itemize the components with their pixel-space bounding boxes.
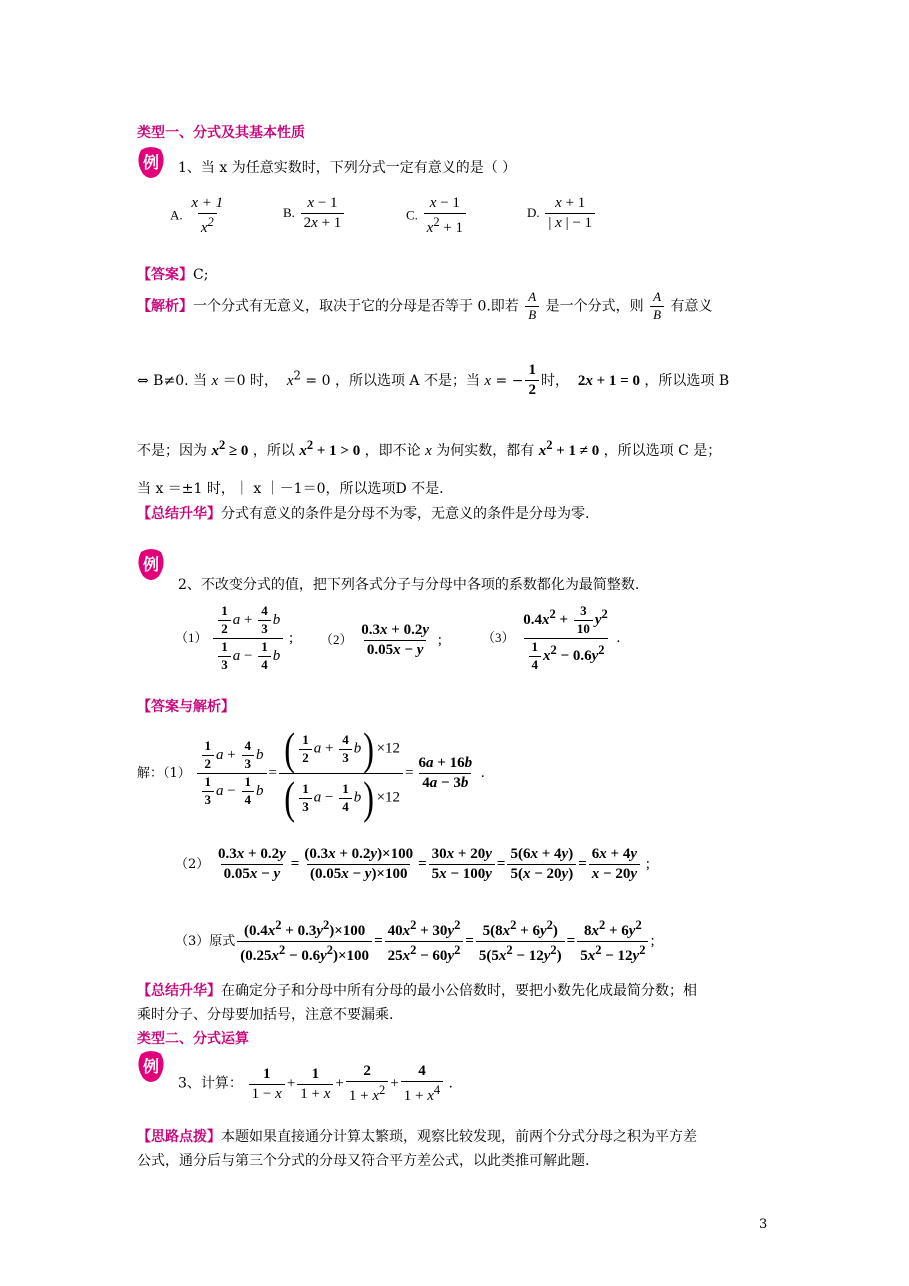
ex2-summary-line2: 乘时分子、分母要加括号，注意不要漏乘. [137, 1007, 394, 1023]
ex1-answer: 【答案】C; [137, 267, 209, 283]
ex2-summary-line1: 【总结升华】在确定分子和分母中所有分母的最小公倍数时，要把小数先化成最简分数；相 [137, 983, 697, 999]
ex1-analysis-line1: 【解析】一个分式有无意义，取决于它的分母是否等于 0.即若 $\frac{A}{B}$ 是一个分式，则 $\frac{A}{B}$ 有意义 [137, 289, 713, 322]
page-number: 3 [759, 1217, 768, 1232]
ex2-item2: （2） $\frac{0.3x + 0.2y}{0.05x - y}$ ; [320, 622, 442, 659]
ex2-item3: （3） $0.4x^2$ + $\frac{3}{10}$ $y^2$ $\frac{1}{4}$ $x^2 - 0.6y^2$ . [482, 603, 621, 672]
ex2-solution2: （2） $\frac{0.3x + 0.2y}{0.05x - y}$ = $\frac{(0.3x + 0.2y)\times 100}{(0.05x - y)\times 100}$ = $\frac{30x + 20y}{5x - 100y}$ = $\frac{5(6x + 4y)}{5(x - 20y)}$ = $\frac{6x + 4y}{x - 20y}$ ; [175, 846, 650, 883]
ex1-analysis-line3: 不是；因为 $x^2 \ge 0$ ，所以 $x^2 + 1 > 0$ ，即不论 x 为何实数，都有 $x^2 + 1 \ne 0$ ，所以选项 C 是； [137, 438, 722, 459]
ex3-hint-line1: 【思路点拨】本题如果直接通分计算太繁琐，观察比较发现，前两个分式分母之积为平方差 [137, 1129, 697, 1145]
ex2-item1: （1） $\frac{1}{2}$ a + $\frac{4}{3}$ b $\frac{1}{3}$ a − $\frac{1}{4}$ b ; [175, 603, 294, 672]
ex2-solution3: （3）原式 $\frac{(0.4x^2 + 0.3y^2)\times 100}{(0.25x^2 - 0.6y^2)\times 100}$ = $\frac{40x^2 + 30y^2}{25x^2 - 60y^2}$ = $\frac{5(8x^2 + 6y^2)}{5(5x^2 - 12y^2)}$ = $\frac{8x^2 + 6y^2}{5x^2 - 12y^2}$ ; [175, 918, 655, 965]
ex1-option-a: A. $\frac{x + 1}{x^2}$ [170, 195, 224, 237]
ex1-question: 1、当 x 为任意实数时，下列分式一定有意义的是（ ） [178, 160, 517, 176]
ex1-analysis-line2: ⇔ B≠0. 当 x ＝0 时， $x^2 = 0$ ，所以选项 A 不是；当 x = − $\frac{1}{2}$ 时， 2x + 1 = 0 ，所以选项 B [137, 362, 730, 399]
ex1-option-c: C. $\frac{x - 1}{x^2 + 1}$ [406, 195, 468, 238]
svg-text:例: 例 [142, 1057, 160, 1076]
ex1-analysis-line4: 当 x ＝±1 时，｜ x ｜－1＝0，所以选项D 不是. [137, 481, 444, 497]
ex1-option-d: D. $\frac{x + 1}{| x | - 1}$ [527, 195, 597, 233]
example-badge-icon [137, 1050, 165, 1084]
example-badge-icon [137, 548, 165, 582]
ex3-hint-line2: 公式，通分后与第三个分式的分母又符合平方差公式，以此类推可解此题. [137, 1153, 590, 1169]
svg-text:例: 例 [142, 555, 160, 574]
svg-text:例: 例 [142, 153, 160, 172]
ex2-solution1: 解：（1） $\frac{1}{2}$ a + $\frac{4}{3}$ b $\frac{1}{3}$ a − $\frac{1}{4}$ b = ( $\frac{1}{2}$ a + $\frac{4}{3}$ b) ×12 ( $\frac{1}{3}$ a − $\frac{1}{4}$ b) ×12 = $\frac{6a + 16b}{4a - 3b}$ . [137, 723, 485, 823]
ex2-answer-tag: 【答案与解析】 [137, 699, 235, 715]
ex1-option-b: B. $\frac{x - 1}{2x + 1}$ [283, 195, 346, 233]
section2-title: 类型二、分式运算 [137, 1031, 249, 1047]
example-badge-icon [137, 146, 165, 180]
ex3-question: 3、计算： $\frac{1}{1 - x}$ + $\frac{1}{1 + x}$ + $\frac{2}{1 + x^2}$ + $\frac{4}{1 + x^4}$ . [178, 1063, 453, 1105]
section1-title: 类型一、分式及其基本性质 [137, 125, 305, 141]
ex2-question: 2、不改变分式的值，把下列各式分子与分母中各项的系数都化为最简整数. [178, 577, 640, 593]
ex1-summary: 【总结升华】分式有意义的条件是分母不为零，无意义的条件是分母为零. [137, 506, 590, 522]
